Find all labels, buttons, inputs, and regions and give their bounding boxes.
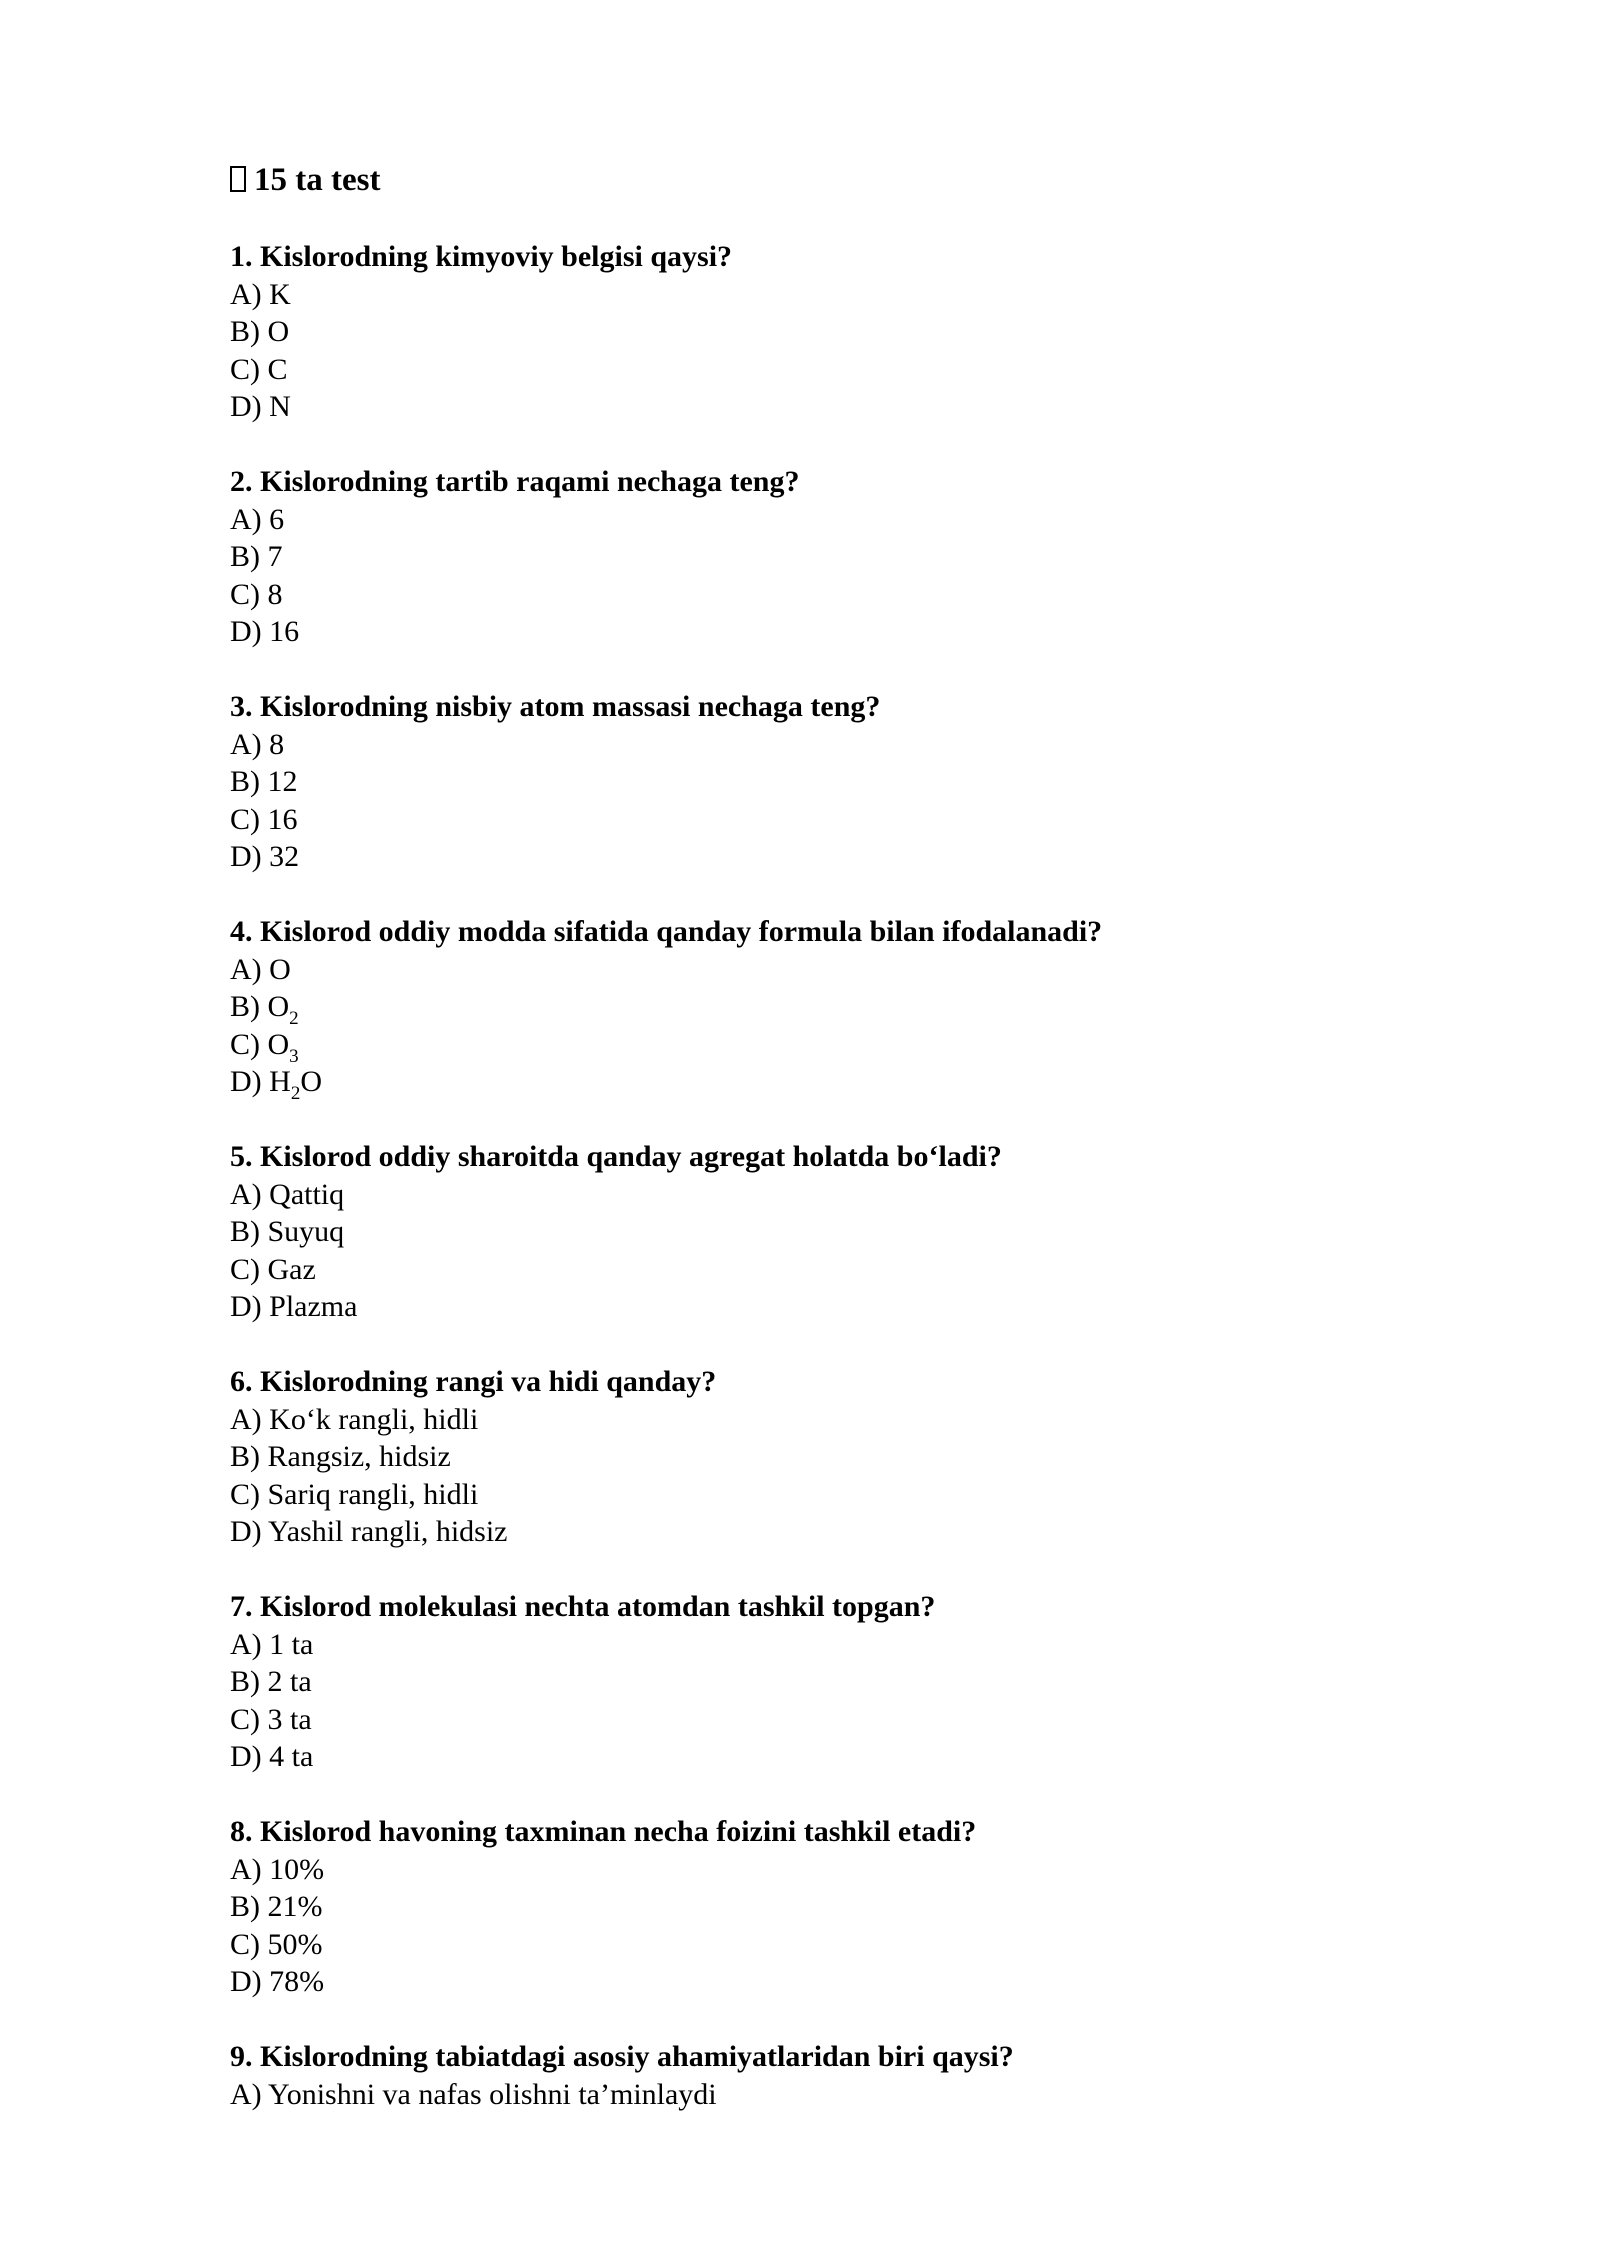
document-page bbox=[230, 158, 1430, 2151]
formula-subscript: 2 bbox=[289, 1008, 299, 1029]
answer-option: A) Ko‘k rangli, hidli bbox=[230, 1402, 479, 1436]
answer-option: B) Rangsiz, hidsiz bbox=[230, 1440, 451, 1473]
missing-glyph-icon bbox=[230, 166, 246, 192]
answer-option: C) 50% bbox=[230, 1927, 323, 1961]
answer-option: A) 1 ta bbox=[230, 1627, 314, 1661]
formula-subscript: 2 bbox=[290, 1083, 301, 1104]
question-text: 5. Kislorod oddiy sharoitda qanday agregat holatda bo‘ladi? bbox=[230, 1140, 1002, 1173]
question-7 bbox=[230, 1588, 1430, 1776]
answer-option: C) 8 bbox=[230, 577, 283, 611]
question-4 bbox=[230, 913, 1430, 1104]
question-8 bbox=[230, 1813, 1430, 2001]
answer-option: B) 21% bbox=[230, 1890, 323, 1923]
answer-option: D) 16 bbox=[230, 615, 300, 648]
question-5 bbox=[230, 1138, 1430, 1326]
answer-option: D) 32 bbox=[230, 840, 300, 873]
answer-option: C) Sariq rangli, hidli bbox=[230, 1477, 479, 1511]
answer-option: A) Yonishni va nafas olishni ta’minlaydi bbox=[230, 2077, 717, 2111]
answer-option: A) 6 bbox=[230, 502, 285, 536]
answer-option: A) Qattiq bbox=[230, 1177, 345, 1211]
question-9 bbox=[230, 2038, 1430, 2113]
answer-option: D) Yashil rangli, hidsiz bbox=[230, 1515, 508, 1548]
question-text: 3. Kislorodning nisbiy atom massasi nechaga teng? bbox=[230, 690, 881, 723]
answer-option: D) Plazma bbox=[230, 1290, 358, 1323]
answer-option: B) 2 ta bbox=[230, 1665, 312, 1698]
question-text: 2. Kislorodning tartib raqami nechaga teng? bbox=[230, 465, 800, 498]
formula-subscript: 3 bbox=[289, 1045, 299, 1067]
answer-option: A) O bbox=[230, 952, 291, 986]
answer-option: C) $O_3$ bbox=[230, 1027, 299, 1067]
question-1 bbox=[230, 238, 1430, 426]
answer-option: B) O bbox=[230, 315, 290, 348]
question-3 bbox=[230, 688, 1430, 876]
question-text: 8. Kislorod havoning taxminan necha foizini tashkil etadi? bbox=[230, 1815, 977, 1848]
question-text: 6. Kislorodning rangi va hidi qanday? bbox=[230, 1365, 717, 1398]
question-text: 7. Kislorod molekulasi nechta atomdan tashkil topgan? bbox=[230, 1590, 936, 1623]
question-text: 9. Kislorodning tabiatdagi asosiy ahamiyatlaridan biri qaysi? bbox=[230, 2040, 1014, 2073]
answer-option: D) 78% bbox=[230, 1965, 325, 1998]
question-text: 1. Kislorodning kimyoviy belgisi qaysi? bbox=[230, 240, 733, 273]
answer-option: B) 7 bbox=[230, 540, 283, 573]
answer-option: A) 8 bbox=[230, 727, 285, 761]
answer-option: D) $H_2O$ bbox=[230, 1065, 322, 1104]
question-6 bbox=[230, 1363, 1430, 1551]
question-2 bbox=[230, 463, 1430, 651]
answer-option: D) 4 ta bbox=[230, 1740, 314, 1773]
answer-option: A) K bbox=[230, 277, 291, 311]
answer-option: C) C bbox=[230, 352, 288, 386]
document-title-text: 15 ta test bbox=[254, 162, 381, 198]
answer-option: C) 3 ta bbox=[230, 1702, 312, 1736]
answer-option: B) $O_2$ bbox=[230, 990, 299, 1029]
answer-option: C) 16 bbox=[230, 802, 298, 836]
answer-option: B) Suyuq bbox=[230, 1215, 345, 1248]
document-title bbox=[230, 158, 1430, 202]
answer-option: D) N bbox=[230, 390, 291, 423]
answer-option: A) 10% bbox=[230, 1852, 325, 1886]
answer-option: C) Gaz bbox=[230, 1252, 316, 1286]
answer-option: B) 12 bbox=[230, 765, 298, 798]
question-text: 4. Kislorod oddiy modda sifatida qanday formula bilan ifodalanadi? bbox=[230, 915, 1103, 948]
